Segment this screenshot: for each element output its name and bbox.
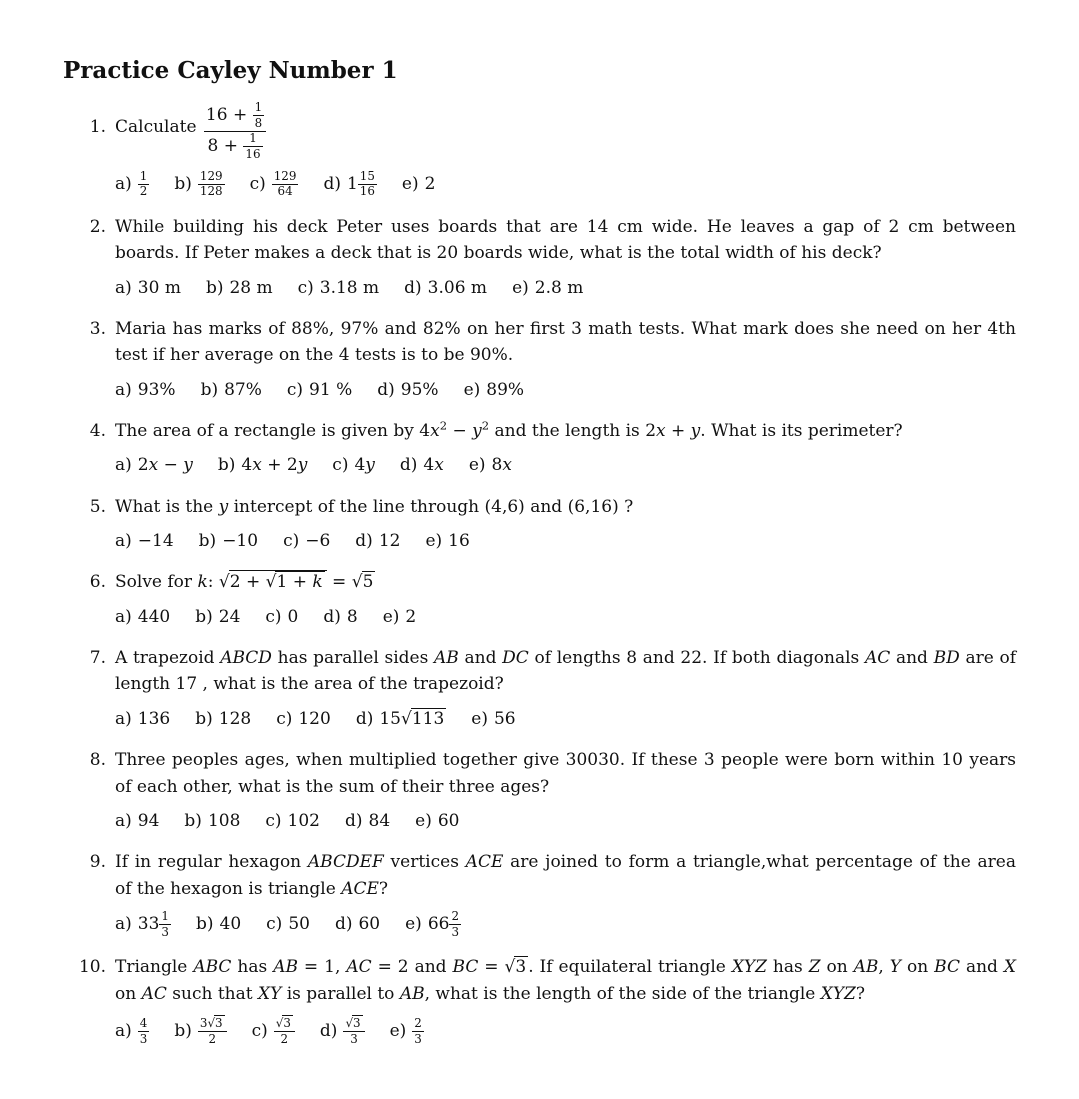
option-value: $\frac{√3}{2}$ xyxy=(274,1021,295,1041)
question-item xyxy=(63,418,1016,479)
option-value: 136 xyxy=(137,708,171,729)
question-number: 2. xyxy=(89,217,106,238)
option-value: 1 $\frac{15}{16}$ xyxy=(346,168,375,199)
question-number: 4. xyxy=(89,421,106,442)
option-label: b) xyxy=(198,531,217,552)
question-body xyxy=(115,418,1016,479)
option-label: c) xyxy=(297,277,314,298)
answer-option xyxy=(115,910,171,939)
option-value: −6 xyxy=(305,531,331,552)
answer-option xyxy=(206,275,273,301)
question-body xyxy=(115,954,1016,1046)
answer-option xyxy=(276,706,331,732)
option-label: e) xyxy=(415,810,432,831)
option-label: e) xyxy=(382,606,400,627)
answer-option xyxy=(195,706,251,732)
option-value: 108 xyxy=(207,810,241,831)
option-label: c) xyxy=(276,708,293,729)
answer-option xyxy=(335,911,380,937)
answer-option xyxy=(464,377,525,403)
question-body xyxy=(115,214,1016,301)
question-number: 9. xyxy=(89,852,106,873)
question-text: Three peoples ages, when multiplied together give 30030. If these 3 people were born within 10 years of each other, what is the sum of their three ages? xyxy=(115,750,1016,797)
answer-option xyxy=(390,1017,424,1046)
option-label: c) xyxy=(332,455,349,476)
answer-option xyxy=(287,377,352,403)
option-label: e) xyxy=(468,455,486,476)
option-value: 8x xyxy=(491,455,512,476)
question-text: Solve for k: √2 + √1 + k = √5 xyxy=(115,572,374,593)
answer-option xyxy=(332,452,375,478)
option-value: 28 m xyxy=(229,277,273,298)
option-label: c) xyxy=(266,914,283,935)
option-label: e) xyxy=(471,708,488,729)
answer-option xyxy=(323,170,376,199)
option-label: c) xyxy=(265,606,282,627)
answer-option xyxy=(345,808,390,834)
answer-options xyxy=(115,377,1016,403)
option-value: 91 % xyxy=(309,379,353,400)
option-value: 56 xyxy=(493,708,516,729)
answer-option xyxy=(174,1015,226,1046)
option-label: d) xyxy=(319,1021,338,1042)
answer-option xyxy=(283,528,330,554)
answer-option xyxy=(404,275,487,301)
answer-option xyxy=(512,275,583,301)
option-label: a) xyxy=(115,277,132,298)
option-value: 4y xyxy=(354,455,375,476)
option-value: 33 $\frac{1}{3}$ xyxy=(137,908,169,939)
answer-option xyxy=(265,604,298,630)
answer-option xyxy=(266,911,310,937)
option-label: c) xyxy=(265,810,282,831)
question-number: 5. xyxy=(89,496,106,517)
option-label: b) xyxy=(174,173,192,194)
answer-options xyxy=(115,604,1016,630)
option-label: b) xyxy=(200,379,219,400)
question-text: While building his deck Peter uses boards that are 14 cm wide. He leaves a gap of 2 cm between boards. If Peter makes a deck that is 20 boards wide, what is the total width of his deck? xyxy=(115,217,1016,264)
option-label: d) xyxy=(399,455,418,476)
answer-option xyxy=(218,452,307,478)
question-body xyxy=(115,645,1016,732)
option-label: a) xyxy=(115,455,132,476)
answer-option xyxy=(323,604,357,630)
answer-option xyxy=(377,377,438,403)
answer-option xyxy=(471,706,515,732)
option-value: 30 m xyxy=(137,277,181,298)
question-item xyxy=(63,954,1016,1046)
answer-options xyxy=(115,1015,1016,1046)
option-value: $\frac{1}{2}$ xyxy=(139,168,148,199)
option-value: $\frac{4}{3}$ xyxy=(139,1015,148,1046)
option-value: −10 xyxy=(222,531,259,552)
option-value: $\frac{√3}{3}$ xyxy=(343,1021,364,1041)
option-label: c) xyxy=(249,173,266,194)
option-value: 4x + 2y xyxy=(241,455,308,476)
option-label: b) xyxy=(174,1021,192,1042)
option-value: 3.18 m xyxy=(319,277,380,298)
answer-options xyxy=(115,275,1016,301)
option-label: b) xyxy=(195,606,213,627)
option-value: $\frac{3√3}{2}$ xyxy=(198,1021,227,1041)
option-label: c) xyxy=(251,1021,268,1042)
option-value: $\frac{129}{64}$ xyxy=(273,168,297,199)
question-number: 10. xyxy=(78,957,106,978)
question-item xyxy=(63,849,1016,939)
option-value: 12 xyxy=(378,531,401,552)
option-label: e) xyxy=(401,173,419,194)
question-body xyxy=(115,316,1016,403)
answer-option xyxy=(184,808,240,834)
question-body xyxy=(115,569,1016,630)
option-label: d) xyxy=(355,708,374,729)
question-item xyxy=(63,316,1016,403)
option-value: $\frac{2}{3}$ xyxy=(414,1015,422,1046)
question-list xyxy=(63,101,1016,1046)
answer-option xyxy=(469,452,512,478)
option-value: 102 xyxy=(287,810,320,831)
option-label: a) xyxy=(115,606,132,627)
question-text: What is the y intercept of the line through (4,6) and (6,16) ? xyxy=(115,496,634,517)
answer-option xyxy=(250,170,299,199)
answer-options xyxy=(115,910,1016,939)
answer-options xyxy=(115,170,1016,199)
answer-option xyxy=(115,706,170,732)
question-item xyxy=(63,214,1016,301)
option-label: e) xyxy=(389,1021,407,1042)
option-value: 2 xyxy=(405,606,417,627)
option-value: 93% xyxy=(137,379,176,400)
answer-option xyxy=(115,275,181,301)
option-label: a) xyxy=(115,708,132,729)
question-body xyxy=(115,494,1016,555)
question-number: 7. xyxy=(89,648,106,669)
option-label: e) xyxy=(512,277,529,298)
answer-option xyxy=(356,706,446,732)
option-label: a) xyxy=(115,531,132,552)
option-value: 40 xyxy=(219,914,242,935)
answer-option xyxy=(298,275,380,301)
option-label: e) xyxy=(463,379,481,400)
option-label: b) xyxy=(196,914,214,935)
answer-options xyxy=(115,452,1016,478)
question-item xyxy=(63,101,1016,199)
option-value: 128 xyxy=(218,708,252,729)
option-value: 16 xyxy=(448,531,470,552)
option-value: 4x xyxy=(423,455,444,476)
option-label: d) xyxy=(355,531,373,552)
question-item xyxy=(63,569,1016,630)
option-label: d) xyxy=(377,379,395,400)
question-number: 1. xyxy=(89,116,106,137)
question-text: Triangle ABC has AB = 1, AC = 2 and BC = √3 . If equilateral triangle XYZ has Z on AB, Y on BC and X on AC such that XY is parallel to AB, what is the length of the side of the triangle XYZ? xyxy=(115,957,1016,1004)
option-label: e) xyxy=(425,531,443,552)
question-number: 8. xyxy=(89,750,106,771)
option-label: a) xyxy=(115,914,132,935)
option-value: 15√113 xyxy=(379,708,445,729)
answer-option xyxy=(425,528,469,554)
answer-option xyxy=(115,452,193,478)
option-label: c) xyxy=(283,531,300,552)
question-body xyxy=(115,747,1016,834)
question-number: 3. xyxy=(89,319,106,340)
question-text: Calculate 16 + $\frac{1}{8}$ 8 + $\frac{1}{16}$ xyxy=(115,101,1016,162)
answer-option xyxy=(115,604,170,630)
option-value: 8 xyxy=(346,606,358,627)
option-label: d) xyxy=(345,810,363,831)
answer-option xyxy=(115,377,176,403)
answer-option xyxy=(320,1015,365,1046)
option-value: −14 xyxy=(137,531,174,552)
option-label: d) xyxy=(323,606,341,627)
option-value: 440 xyxy=(137,606,171,627)
option-value: 2 xyxy=(424,173,436,194)
option-value: 2x − y xyxy=(137,455,193,476)
answer-option xyxy=(115,1017,149,1046)
answer-options xyxy=(115,706,1016,732)
option-value: 89% xyxy=(486,379,525,400)
option-value: 24 xyxy=(218,606,241,627)
option-value: 94 xyxy=(137,810,160,831)
option-value: 120 xyxy=(298,708,331,729)
question-text: The area of a rectangle is given by $4x^2 - y^2$ and the length is 2x + y. What is its perimeter? xyxy=(115,418,903,442)
option-label: e) xyxy=(405,914,422,935)
answer-option xyxy=(400,452,444,478)
question-body xyxy=(115,101,1016,199)
option-value: 60 xyxy=(437,810,460,831)
answer-option xyxy=(115,808,159,834)
option-label: c) xyxy=(286,379,304,400)
answer-option xyxy=(405,910,461,939)
answer-option xyxy=(196,911,241,937)
question-item xyxy=(63,645,1016,732)
option-label: d) xyxy=(323,173,341,194)
question-text: A trapezoid ABCD has parallel sides AB and DC of lengths 8 and 22. If both diagonals AC and BD are of length 17 , what is the area of the trapezoid? xyxy=(115,648,1016,695)
answer-option xyxy=(199,528,258,554)
option-label: a) xyxy=(115,379,132,400)
answer-option xyxy=(415,808,459,834)
option-label: d) xyxy=(404,277,422,298)
option-label: d) xyxy=(334,914,353,935)
option-value: 0 xyxy=(287,606,299,627)
answer-option xyxy=(252,1015,295,1046)
option-value: 3.06 m xyxy=(427,277,488,298)
question-item xyxy=(63,747,1016,834)
question-number: 6. xyxy=(89,572,106,593)
answer-option xyxy=(355,528,400,554)
answer-option xyxy=(265,808,320,834)
question-text: Maria has marks of 88%, 97% and 82% on her first 3 math tests. What mark does she need on her 4th test if her average on the 4 tests is to be 90%. xyxy=(115,319,1016,366)
answer-options xyxy=(115,528,1016,554)
answer-option xyxy=(383,604,417,630)
question-item xyxy=(63,494,1016,555)
answer-option xyxy=(174,170,224,199)
option-value: 2.8 m xyxy=(534,277,584,298)
option-label: a) xyxy=(115,810,132,831)
option-value: 87% xyxy=(224,379,262,400)
document-title: Practice Cayley Number 1 xyxy=(63,57,398,84)
answer-option xyxy=(201,377,262,403)
option-label: b) xyxy=(205,277,224,298)
option-value: 95% xyxy=(400,379,439,400)
option-label: a) xyxy=(115,1021,132,1042)
answer-option xyxy=(115,170,149,199)
option-label: a) xyxy=(115,173,132,194)
option-label: b) xyxy=(184,810,202,831)
option-value: 84 xyxy=(368,810,391,831)
option-value: 60 xyxy=(358,914,381,935)
option-label: b) xyxy=(217,455,236,476)
option-value: $\frac{129}{128}$ xyxy=(199,168,223,199)
option-value: 50 xyxy=(288,914,310,935)
question-body xyxy=(115,849,1016,939)
answer-option xyxy=(402,171,436,197)
option-label: b) xyxy=(195,708,213,729)
answer-options xyxy=(115,808,1016,834)
answer-option xyxy=(115,528,174,554)
answer-option xyxy=(195,604,240,630)
question-text: If in regular hexagon ABCDEF vertices ACE are joined to form a triangle,what percentage of the area of the hexagon is triangle ACE? xyxy=(115,852,1016,899)
option-value: 66 $\frac{2}{3}$ xyxy=(427,908,460,939)
